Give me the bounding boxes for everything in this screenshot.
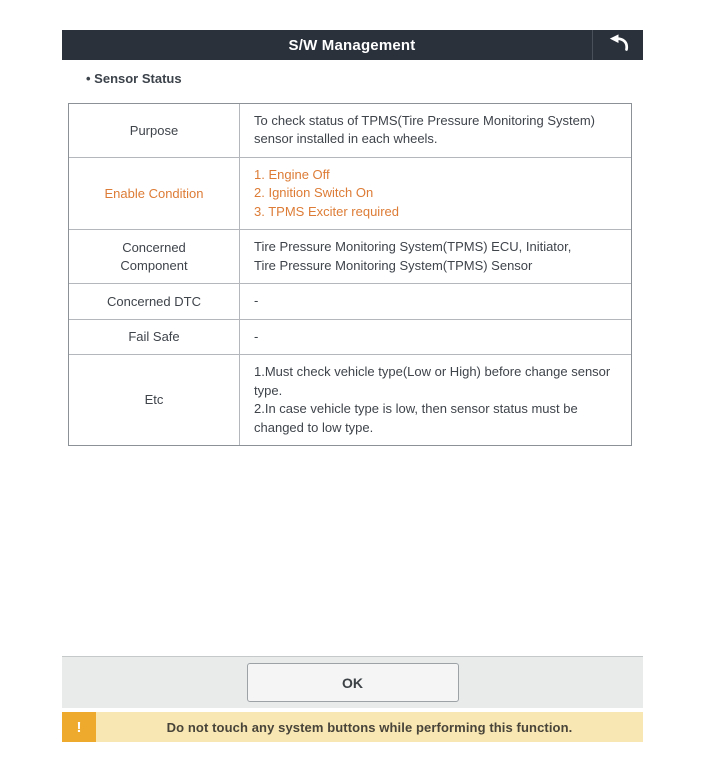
row-label: Etc xyxy=(69,355,240,445)
row-content-line: - xyxy=(254,328,259,344)
table-row-concerned-component xyxy=(69,230,631,284)
row-content xyxy=(240,320,631,354)
row-label: Fail Safe xyxy=(69,320,240,354)
return-arrow-icon xyxy=(607,34,629,56)
back-button[interactable] xyxy=(592,30,643,60)
page-title: S/W Management xyxy=(288,36,416,54)
row-content-line: 3. TPMS Exciter required xyxy=(254,203,399,219)
table-row-enable-condition xyxy=(69,158,631,230)
exclamation-icon: ! xyxy=(62,712,96,742)
row-content xyxy=(240,230,631,283)
row-content-line: 1. Engine Off xyxy=(254,166,330,182)
row-label: Concerned DTC xyxy=(69,284,240,318)
table-row-fail-safe xyxy=(69,320,631,355)
sensor-status-table xyxy=(68,103,632,446)
warning-message: Do not touch any system buttons while performing this function. xyxy=(96,712,643,742)
row-content-line: Tire Pressure Monitoring System(TPMS) ECU, Initiator, xyxy=(254,239,572,255)
row-content xyxy=(240,104,631,157)
title-bar xyxy=(62,30,643,60)
row-label: Concerned Component xyxy=(69,230,240,283)
row-content-line: 2. Ignition Switch On xyxy=(254,185,374,201)
row-content-line: To check status of TPMS(Tire Pressure Monitoring System) sensor installed in each wheels. xyxy=(254,113,595,147)
row-content-line: 1.Must check vehicle type(Low or High) before change sensor type. xyxy=(254,364,611,398)
table-row-purpose xyxy=(69,104,631,158)
warning-bar xyxy=(62,712,643,742)
row-label: Enable Condition xyxy=(69,158,240,229)
row-content xyxy=(240,284,631,318)
ok-button[interactable]: OK xyxy=(247,663,459,702)
row-content-line: Tire Pressure Monitoring System(TPMS) Sensor xyxy=(254,257,533,273)
row-content xyxy=(240,158,631,229)
table-row-etc xyxy=(69,355,631,445)
table-row-concerned-dtc xyxy=(69,284,631,319)
row-content-line: - xyxy=(254,293,259,309)
row-label: Purpose xyxy=(69,104,240,157)
row-content xyxy=(240,355,631,445)
section-title: • Sensor Status xyxy=(86,71,182,86)
row-content-line: 2.In case vehicle type is low, then sensor status must be changed to low type. xyxy=(254,401,578,435)
footer-band xyxy=(62,656,643,708)
